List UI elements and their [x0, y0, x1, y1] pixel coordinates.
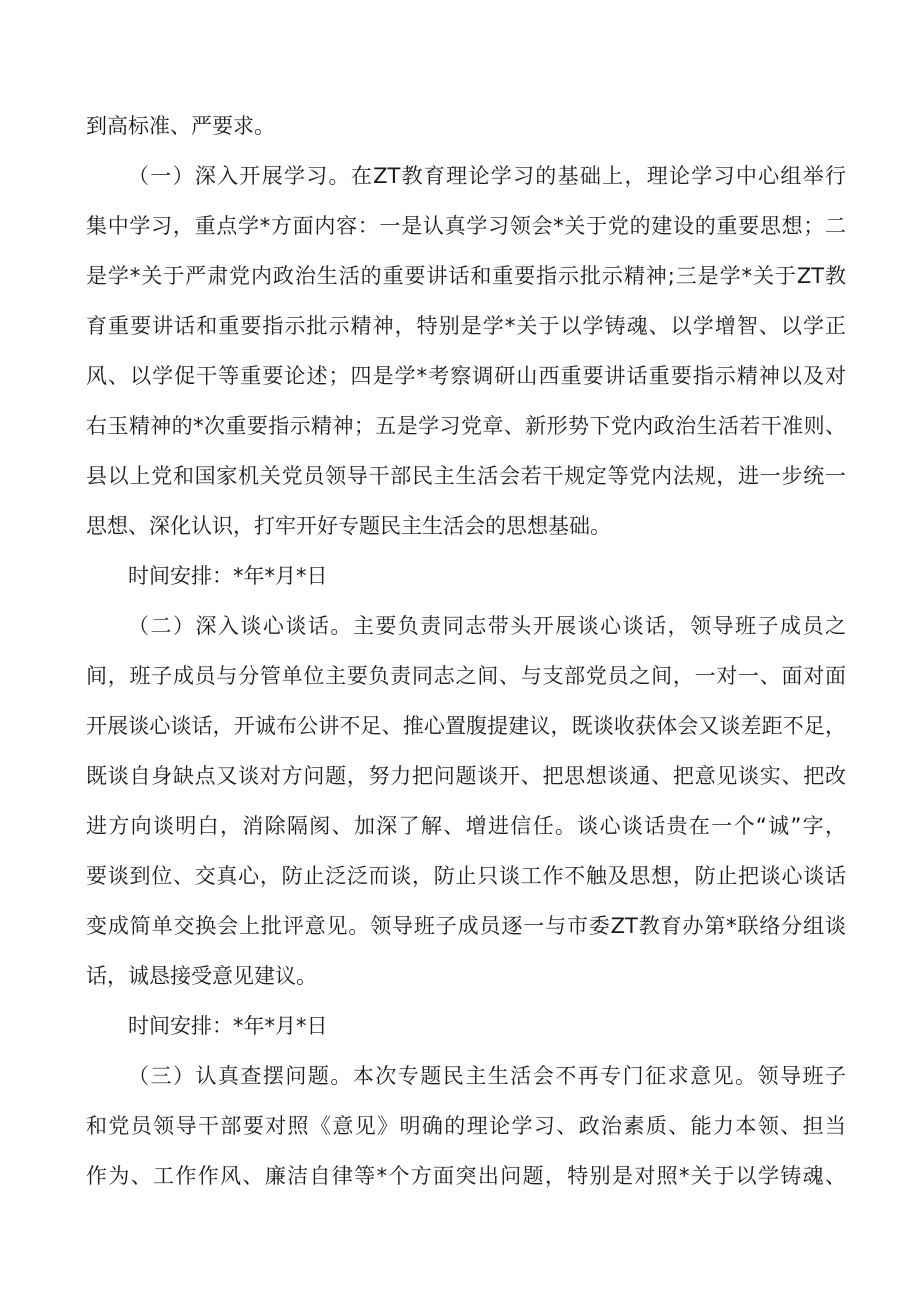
text-line: 思想、深化认识，打牢开好专题民主生活会的思想基础。	[86, 514, 611, 538]
text-line: 到高标准、严要求。	[86, 114, 275, 138]
text-line: 间，班子成员与分管单位主要负责同志之间、与支部党员之间，一对一、面对面	[86, 664, 846, 688]
text-line: 县以上党和国家机关党员领导干部民主生活会若干规定等党内法规，进一步统一	[86, 464, 846, 488]
text-line: 风、以学促干等重要论述；四是学*考察调研山西重要讲话重要指示精神以及对	[86, 364, 846, 388]
document-body	[86, 104, 846, 1204]
text-line: 育重要讲话和重要指示批示精神，特别是学*关于以学铸魂、以学增智、以学正	[86, 314, 846, 338]
text-line: 和党员领导干部要对照《意见》明确的理论学习、政治素质、能力本领、担当	[86, 1114, 846, 1138]
text-line: （一）深入开展学习。在ZT教育理论学习的基础上，理论学习中心组举行	[128, 164, 846, 188]
text-line: 时间安排：*年*月*日	[128, 564, 328, 588]
text-line: 集中学习，重点学*方面内容：一是认真学习领会*关于党的建设的重要思想；二	[86, 214, 846, 238]
text-line: 话，诚恳接受意见建议。	[86, 964, 317, 988]
text-line: 时间安排：*年*月*日	[128, 1014, 328, 1038]
text-line: （二）深入谈心谈话。主要负责同志带头开展谈心谈话，领导班子成员之	[128, 614, 846, 638]
text-line: 进方向谈明白，消除隔阂、加深了解、增进信任。谈心谈话贵在一个“诚”字，	[86, 814, 846, 838]
text-line: 要谈到位、交真心，防止泛泛而谈，防止只谈工作不触及思想，防止把谈心谈话	[86, 864, 846, 888]
text-line: 作为、工作作风、廉洁自律等*个方面突出问题，特别是对照*关于以学铸魂、	[86, 1164, 846, 1188]
text-line: 变成简单交换会上批评意见。领导班子成员逐一与市委ZT教育办第*联络分组谈	[86, 914, 846, 938]
text-line: （三）认真查摆问题。本次专题民主生活会不再专门征求意见。领导班子	[128, 1064, 846, 1088]
text-line: 是学*关于严肃党内政治生活的重要讲话和重要指示批示精神;三是学*关于ZT教	[86, 264, 846, 288]
text-line: 右玉精神的*次重要指示精神；五是学习党章、新形势下党内政治生活若干准则、	[86, 414, 846, 438]
text-line: 既谈自身缺点又谈对方问题，努力把问题谈开、把思想谈通、把意见谈实、把改	[86, 764, 846, 788]
text-line: 开展谈心谈话，开诚布公讲不足、推心置腹提建议，既谈收获体会又谈差距不足，	[86, 714, 846, 738]
